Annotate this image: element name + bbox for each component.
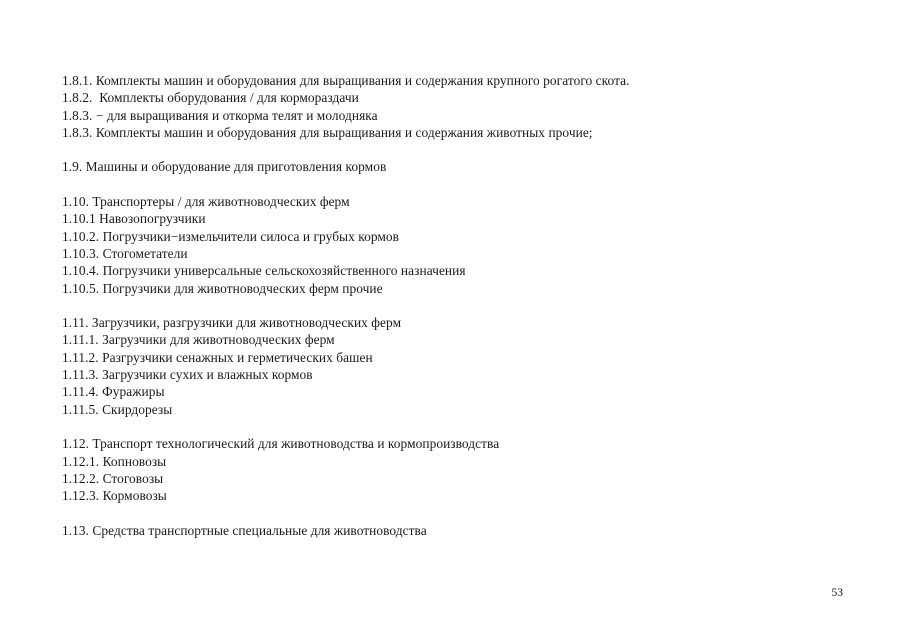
- list-item-1-10-4: 1.10.4. Погрузчики универсальные сельскохозяйственного назначения: [62, 263, 466, 279]
- page-number: 53: [831, 587, 843, 599]
- list-item-1-12-1: 1.12.1. Копновозы: [62, 453, 167, 469]
- list-item-1-8-3b: 1.8.3. Комплекты машин и оборудования для выращивания и содержания животных прочие;: [62, 124, 593, 140]
- section-1-13: [62, 522, 862, 539]
- list-item-1-12-3: 1.12.3. Кормовозы: [62, 488, 167, 504]
- section-1-12: [62, 435, 862, 504]
- list-item-1-11-2: 1.11.2. Разгрузчики сенажных и герметических башен: [62, 349, 373, 365]
- section-spacer: [62, 418, 862, 435]
- list-item-1-10-2: 1.10.2. Погрузчики−измельчители силоса и грубых кормов: [62, 228, 400, 244]
- section-1-9: [62, 158, 862, 175]
- list-item-1-11-4: 1.11.4. Фуражиры: [62, 384, 165, 400]
- list-item-1-10: 1.10. Транспортеры / для животноводческих ферм: [62, 194, 350, 210]
- list-item-1-9: 1.9. Машины и оборудование для приготовления кормов: [62, 159, 387, 175]
- section-spacer: [62, 141, 862, 158]
- list-item-1-12: 1.12. Транспорт технологический для животноводства и кормопроизводства: [62, 436, 500, 452]
- list-item-1-11-1: 1.11.1. Загрузчики для животноводческих ферм: [62, 332, 335, 348]
- list-item-1-8-1: 1.8.1. Комплекты машин и оборудования для выращивания и содержания крупного рогатого скота.: [62, 73, 630, 88]
- document-body: [62, 72, 862, 539]
- list-item-1-11: 1.11. Загрузчики, разгрузчики для животноводческих ферм: [62, 315, 402, 331]
- list-item-1-12-2: 1.12.2. Стоговозы: [62, 470, 164, 486]
- section-spacer: [62, 504, 862, 521]
- list-item-1-10-3: 1.10.3. Стогометатели: [62, 245, 188, 261]
- list-item-1-11-5: 1.11.5. Скирдорезы: [62, 401, 173, 417]
- list-item-1-13: 1.13. Средства транспортные специальные для животноводства: [62, 522, 427, 538]
- section-spacer: [62, 176, 862, 193]
- section-1-10: [62, 193, 862, 297]
- list-item-1-8-3a: 1.8.3. − для выращивания и откорма телят и молодняка: [62, 107, 378, 123]
- section-1-11: [62, 314, 862, 418]
- list-item-1-10-5: 1.10.5. Погрузчики для животноводческих ферм прочие: [62, 280, 383, 296]
- section-spacer: [62, 297, 862, 314]
- list-item-1-10-1: 1.10.1 Навозопогрузчики: [62, 211, 206, 227]
- list-item-1-8-2: 1.8.2. Комплекты оборудования / для кормораздачи: [62, 90, 359, 106]
- section-1-8: [62, 72, 862, 141]
- list-item-1-11-3: 1.11.3. Загрузчики сухих и влажных кормов: [62, 367, 313, 383]
